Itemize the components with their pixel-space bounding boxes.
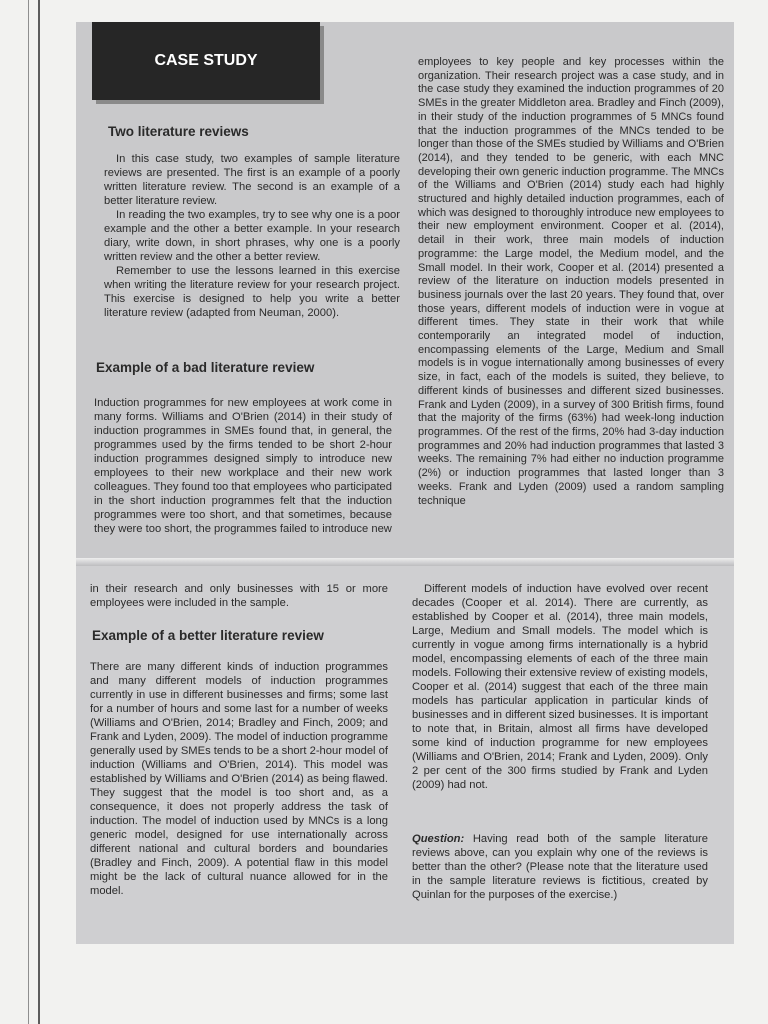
intro-text [104,152,400,320]
page-fold [76,558,734,566]
right-column-top [418,56,724,508]
heading-bad-review: Example of a bad literature review [96,360,315,375]
question-label: Question: [412,833,465,845]
question-block [412,832,708,902]
case-study-banner [92,22,320,100]
heading-better-review: Example of a better literature review [92,628,324,643]
right-column-bottom [412,582,708,792]
right-top-paragraph: employees to key people and key processes within the organization. Their research project was a case study, and in the case study they examined the induction programmes of 20 SMEs in the greater Middleton area. Bradley and Finch (2009), in their study of the induction programmes of 5 MNCs found that the induction programmes of the MNCs tended to be longer than those of the SMEs studied by Williams and O'Brien (2014), and they tended to be generic, with each MNC developing their own generic induction programme. The MNCs of the Williams and O'Brien (2014) study each had highly structured and highly detailed induction programmes, each of which was designed to thoroughly introduce new employees to their new employment environment. Cooper et al. (2014), detail in their work, three main models of induction programme: the Large model, the Medium model, and the Small model. In their work, Cooper et al. (2014) presented a review of the literature on induction models presented in business journals over the last 20 years. They found that, over those years, different models of induction were in vogue at different times. They state in their work that while contemporarily an integrated model of induction, encompassing elements of the Large, Medium and Small models is in vogue internationally among businesses of every size, in fact, each of the models is suited, they believe, to different kinds of businesses and different sized businesses. Frank and Lyden (2009), in a survey of 300 British firms, found that the majority of the firms (63%) had week-long induction programmes. Of the rest of the firms, 20% had 3-day induction programmes and 20% had induction programmes that lasted 3 weeks. The remaining 7% had either no induction programme (2%) or induction programmes that lasted longer than 3 weeks. Frank and Lyden (2009) used a random sampling technique [418,56,724,507]
continuation-paragraph: in their research and only businesses with 15 or more employees were included in the sample. [90,583,388,609]
intro-paragraph: In this case study, two examples of sample literature reviews are presented. The first is an example of a poorly written literature review. The second is an example of a better literature review. [104,153,400,207]
question-text: Having read both of the sample literature reviews above, can you explain why one of the reviews is better than the other? (Please note that the literature used in the sample literature reviews is fictitious, created by Quinlan for the purposes of the exercise.) [412,833,708,901]
intro-paragraph: Remember to use the lessons learned in this exercise when writing the literature review for your research project. This exercise is designed to help you write a better literature review (adapted from Neuman, 2000). [104,265,400,319]
left-continuation [90,582,388,610]
intro-paragraph: In reading the two examples, try to see why one is a poor example and the other a better example. In your research diary, write down, in short phrases, why one is a poorly written review and the other a better review. [104,209,400,263]
right-lower-paragraph: Different models of induction have evolved over recent decades (Cooper et al. 2014). There are currently, as established by Cooper et al. (2014), three main models, Large, Medium and Small models. The model which is currently in vogue among firms internationally is a hybrid model, encompassing elements of each of the three main models. Following their extensive review of existing models, Cooper et al. (2014) suggest that each of the three main models has particular application in particular kinds of businesses and in different sized businesses. It is important to note that, in Britain, almost all firms have developed some kind of induction programme for new employees (Williams and O'Brien, 2014; Frank and Lyden, 2009). Only 2 per cent of the 300 firms studied by Frank and Lyden (2009) had not. [412,583,708,791]
banner-title: CASE STUDY [154,52,258,69]
bad-review-text [94,396,392,536]
bad-review-paragraph: Induction programmes for new employees at work come in many forms. Williams and O'Brien (2014) in their study of induction programmes in SMEs found that, in general, the programmes used by the firms tended to be short 2-hour induction programmes designed simply to introduce new employees to their new workplace and their new work colleagues. They found too that employees who participated in the short induction programmes felt that the induction programmes were too short, and that sometimes, because they were too short, the programmes failed to introduce new [94,397,392,535]
heading-two-reviews: Two literature reviews [108,124,249,139]
scan-edge [38,0,40,1024]
scan-edge [28,0,29,1024]
better-review-paragraph: There are many different kinds of induction programmes and many different models of induction programmes currently in use in different businesses and firms; some last for a number of hours and some last for a number of weeks (Williams and O'Brien, 2014; Bradley and Finch, 2009; and Frank and Lyden, 2009). The model of induction programme generally used by SMEs tends to be a short 2-hour model of induction (Williams and O'Brien, 2014). This model was established by Williams and O'Brien (2014) as being flawed. They suggest that the model is too short and, as a consequence, it does not properly address the task of induction. The model of induction used by MNCs is a long generic model, designed for use internationally across different national and cultural borders and boundaries (Bradley and Finch, 2009). A potential flaw in this model might be the lack of cultural nuance allowed for in the model. [90,661,388,897]
better-review-text [90,660,388,898]
